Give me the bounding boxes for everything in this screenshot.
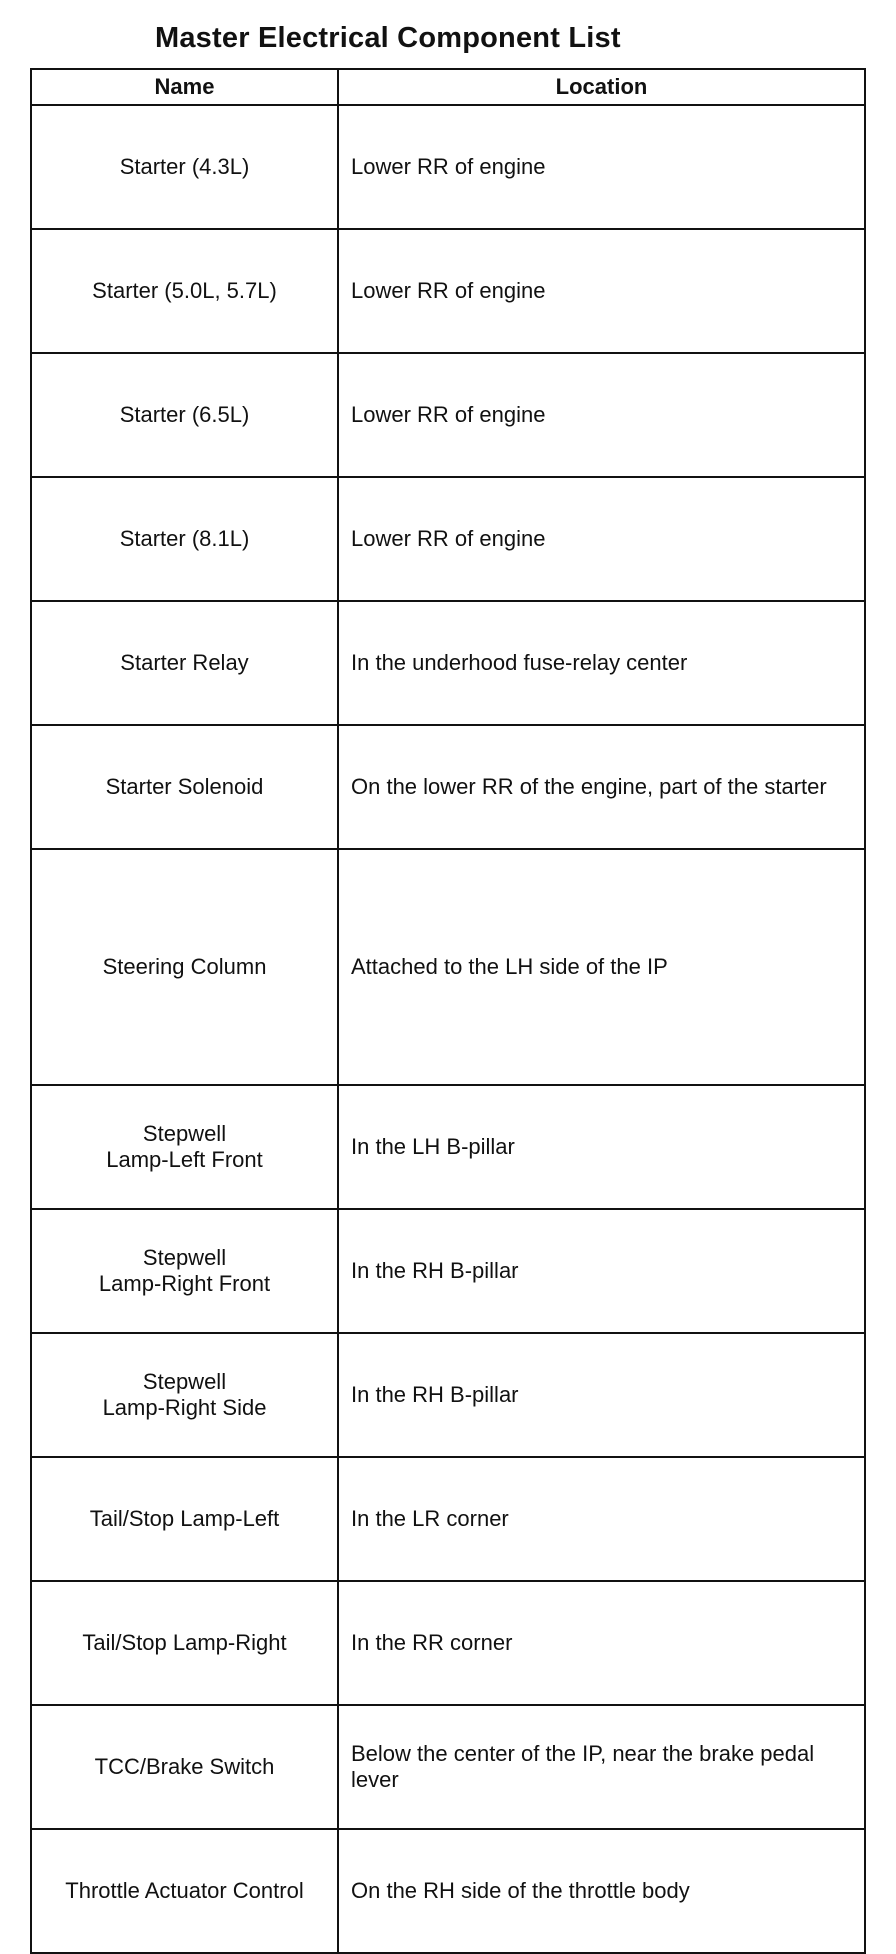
component-name: Lamp-Right Front [98, 1271, 271, 1296]
table-row [31, 477, 865, 601]
component-name-cell [31, 477, 338, 601]
table-row [31, 725, 865, 849]
component-name-cell [31, 1581, 338, 1705]
component-location: In the RR corner [338, 1581, 865, 1705]
table-header-row [31, 69, 865, 105]
component-location: On the lower RR of the engine, part of the starter [338, 725, 865, 849]
component-name-cell [31, 1209, 338, 1333]
component-location: Lower RR of engine [338, 105, 865, 229]
component-name: Lamp-Right Side [102, 1395, 267, 1420]
table-row [31, 229, 865, 353]
component-name: Starter (5.0L, 5.7L) [92, 278, 277, 303]
component-name-cell [31, 1333, 338, 1457]
component-name: Steering Column [102, 954, 267, 979]
component-location: Lower RR of engine [338, 477, 865, 601]
column-header-location: Location [338, 69, 865, 105]
component-name: Stepwell [142, 1369, 227, 1394]
component-name-cell [31, 1829, 338, 1953]
table-row [31, 353, 865, 477]
component-location: In the LH B-pillar [338, 1085, 865, 1209]
component-name: Tail/Stop Lamp-Left [89, 1506, 280, 1531]
component-location: In the RH B-pillar [338, 1209, 865, 1333]
component-name-cell [31, 229, 338, 353]
component-name: Starter Relay [120, 650, 249, 675]
component-name-cell [31, 1705, 338, 1829]
component-location: Lower RR of engine [338, 353, 865, 477]
table-row [31, 1333, 865, 1457]
page-title: Master Electrical Component List [155, 22, 621, 54]
column-header-name: Name [31, 69, 338, 105]
component-name: Starter Solenoid [105, 774, 264, 799]
table-row [31, 601, 865, 725]
component-name: Throttle Actuator Control [65, 1878, 304, 1903]
component-table [30, 68, 866, 1954]
component-location: Attached to the LH side of the IP [338, 849, 865, 1085]
component-name-cell [31, 1457, 338, 1581]
component-name: Tail/Stop Lamp-Right [82, 1630, 287, 1655]
component-name: TCC/Brake Switch [94, 1754, 275, 1779]
component-name-cell [31, 1085, 338, 1209]
component-location: In the LR corner [338, 1457, 865, 1581]
component-name-cell [31, 725, 338, 849]
table-row [31, 1085, 865, 1209]
table-row [31, 1209, 865, 1333]
component-name-cell [31, 601, 338, 725]
table-row [31, 1457, 865, 1581]
component-name: Starter (8.1L) [119, 526, 250, 551]
table-row [31, 105, 865, 229]
component-location: On the RH side of the throttle body [338, 1829, 865, 1953]
component-name: Starter (4.3L) [119, 154, 250, 179]
table-row [31, 1581, 865, 1705]
component-location: Below the center of the IP, near the brake pedal lever [338, 1705, 865, 1829]
component-location: In the underhood fuse-relay center [338, 601, 865, 725]
component-location: In the RH B-pillar [338, 1333, 865, 1457]
table-row [31, 849, 865, 1085]
component-name: Starter (6.5L) [119, 402, 250, 427]
component-name: Stepwell [142, 1121, 227, 1146]
component-name-cell [31, 849, 338, 1085]
component-name-cell [31, 353, 338, 477]
component-name-cell [31, 105, 338, 229]
component-location: Lower RR of engine [338, 229, 865, 353]
component-name: Stepwell [142, 1245, 227, 1270]
table-row [31, 1829, 865, 1953]
table-row [31, 1705, 865, 1829]
component-name: Lamp-Left Front [106, 1147, 263, 1172]
